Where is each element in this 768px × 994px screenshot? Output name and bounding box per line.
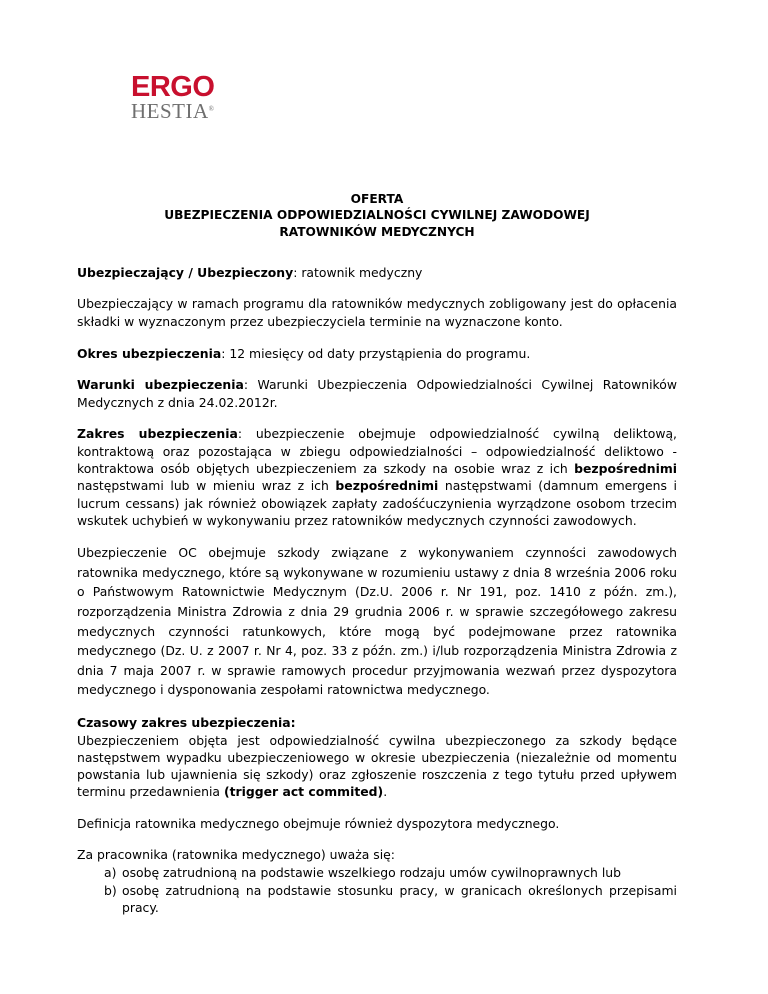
list-item-text: osobę zatrudnioną na podstawie wszelkiego rodzaju umów cywilnoprawnych lub — [122, 864, 622, 880]
conditions-value: : Warunki Ubezpieczenia Odpowiedzialności Cywilnej Ratowników Medycznych z dnia 24.02.2012r. — [77, 377, 677, 410]
scope-text-3: następstwami (damnum emergens i lucrum cessans) jak również obowiązek zapłaty zadośćuczynienia wyrządzone osobom trzecim wskutek uchybień w wykonywaniu przez ratowników medycznych czynności zawodowych. — [77, 478, 677, 528]
scope-bold-1: bezpośrednimi — [574, 461, 677, 477]
title-line-2: UBEZPIECZENIA ODPOWIEDZIALNOŚCI CYWILNEJ ZAWODOWEJ — [164, 208, 590, 223]
logo-ergo-text: ERGO — [131, 71, 215, 103]
conditions-paragraph — [77, 376, 677, 411]
time-scope-text: Ubezpieczeniem objęta jest odpowiedzialność cywilna ubezpieczonego za szkody będące następstwem wypadku ubezpieczeniowego w okresie ubezpieczenia (niezależnie od momentu powstania lub ujawnienia się szkody) oraz zgłoszenie roszczenia z tego tytułu przed upływem terminu przedawnienia — [77, 732, 677, 800]
list-marker: a) — [104, 864, 117, 880]
obligation-paragraph: Ubezpieczający w ramach programu dla ratowników medycznych zobligowany jest do opłacenia składki w wyznaczonym przez ubezpieczyciela terminie na wyznaczone konto. — [77, 296, 677, 330]
title-line-3: RATOWNIKÓW MEDYCZNYCH — [279, 224, 475, 239]
logo-hestia-word: HESTIA — [131, 99, 209, 123]
logo-hestia-text — [131, 101, 231, 121]
title-line-1: OFERTA — [350, 192, 404, 206]
insured-value: : ratownik medyczny — [293, 264, 423, 280]
period-label: Okres ubezpieczenia — [77, 345, 222, 361]
list-marker: b) — [104, 882, 117, 898]
scope-label: Zakres ubezpieczenia — [77, 426, 238, 442]
document-title — [77, 191, 677, 240]
definition-paragraph: Definicja ratownika medycznego obejmuje również dyspozytora medycznego. — [77, 815, 560, 831]
oc-scope-paragraph: Ubezpieczenie OC obejmuje szkody związane z wykonywaniem czynności zawodowych ratownika medycznego, które są wykonywane w rozumieniu ustawy z dnia 8 września 2006 roku o Państwowym Ratownictwie Medycznym (Dz.U. 2006 r. Nr 191, poz. 1410 z późn. zm.), rozporządzenia Ministra Zdrowia z dnia 29 grudnia 2006 r. w sprawie szczegółowego zakresu medycznych czynności ratunkowych, które mogą być podejmowane przez ratownika medycznego (Dz. U. z 2007 r. Nr 4, poz. 33 z późn. zm.) i/lub rozporządzenia Ministra Zdrowia z dnia 7 maja 2007 r. w sprawie ramowych procedur przyjmowania wezwań przez dyspozytora medycznego i dysponowania zespołami ratownictwa medycznego. — [77, 545, 677, 698]
time-scope-bold: (trigger act commited) — [223, 784, 384, 800]
insured-label: Ubezpieczający / Ubezpieczony — [77, 264, 294, 280]
time-scope-paragraph — [77, 714, 677, 801]
employee-intro: Za pracownika (ratownika medycznego) uważa się: — [77, 847, 395, 863]
scope-text-1: : ubezpieczenie obejmuje odpowiedzialność cywilną deliktową, kontraktową oraz pozostająca w zbiegu odpowiedzialności – odpowiedzialność deliktowo - kontraktowa osób objętych ubezpieczeniem za szkody na osobie wraz z ich — [77, 426, 677, 477]
list-item — [104, 864, 677, 882]
ergo-hestia-logo — [131, 73, 231, 121]
scope-bold-2: bezpośrednimi — [335, 478, 439, 494]
scope-paragraph — [77, 425, 677, 529]
employee-list — [77, 864, 677, 917]
time-scope-heading: Czasowy zakres ubezpieczenia: — [77, 714, 296, 730]
employee-section — [77, 846, 677, 916]
conditions-label: Warunki ubezpieczenia — [77, 377, 244, 393]
insured-paragraph — [77, 264, 677, 282]
registered-mark: ® — [208, 105, 215, 113]
list-item-text: osobę zatrudnioną na podstawie stosunku pracy, w granicach określonych przepisami pracy. — [122, 882, 677, 916]
scope-text-2: następstwami lub w mieniu wraz z ich — [77, 478, 336, 494]
period-value: : 12 miesięcy od daty przystąpienia do programu. — [221, 345, 531, 361]
document-body — [77, 191, 677, 917]
period-paragraph — [77, 345, 677, 363]
list-item — [104, 882, 677, 917]
time-scope-end: . — [383, 784, 388, 800]
